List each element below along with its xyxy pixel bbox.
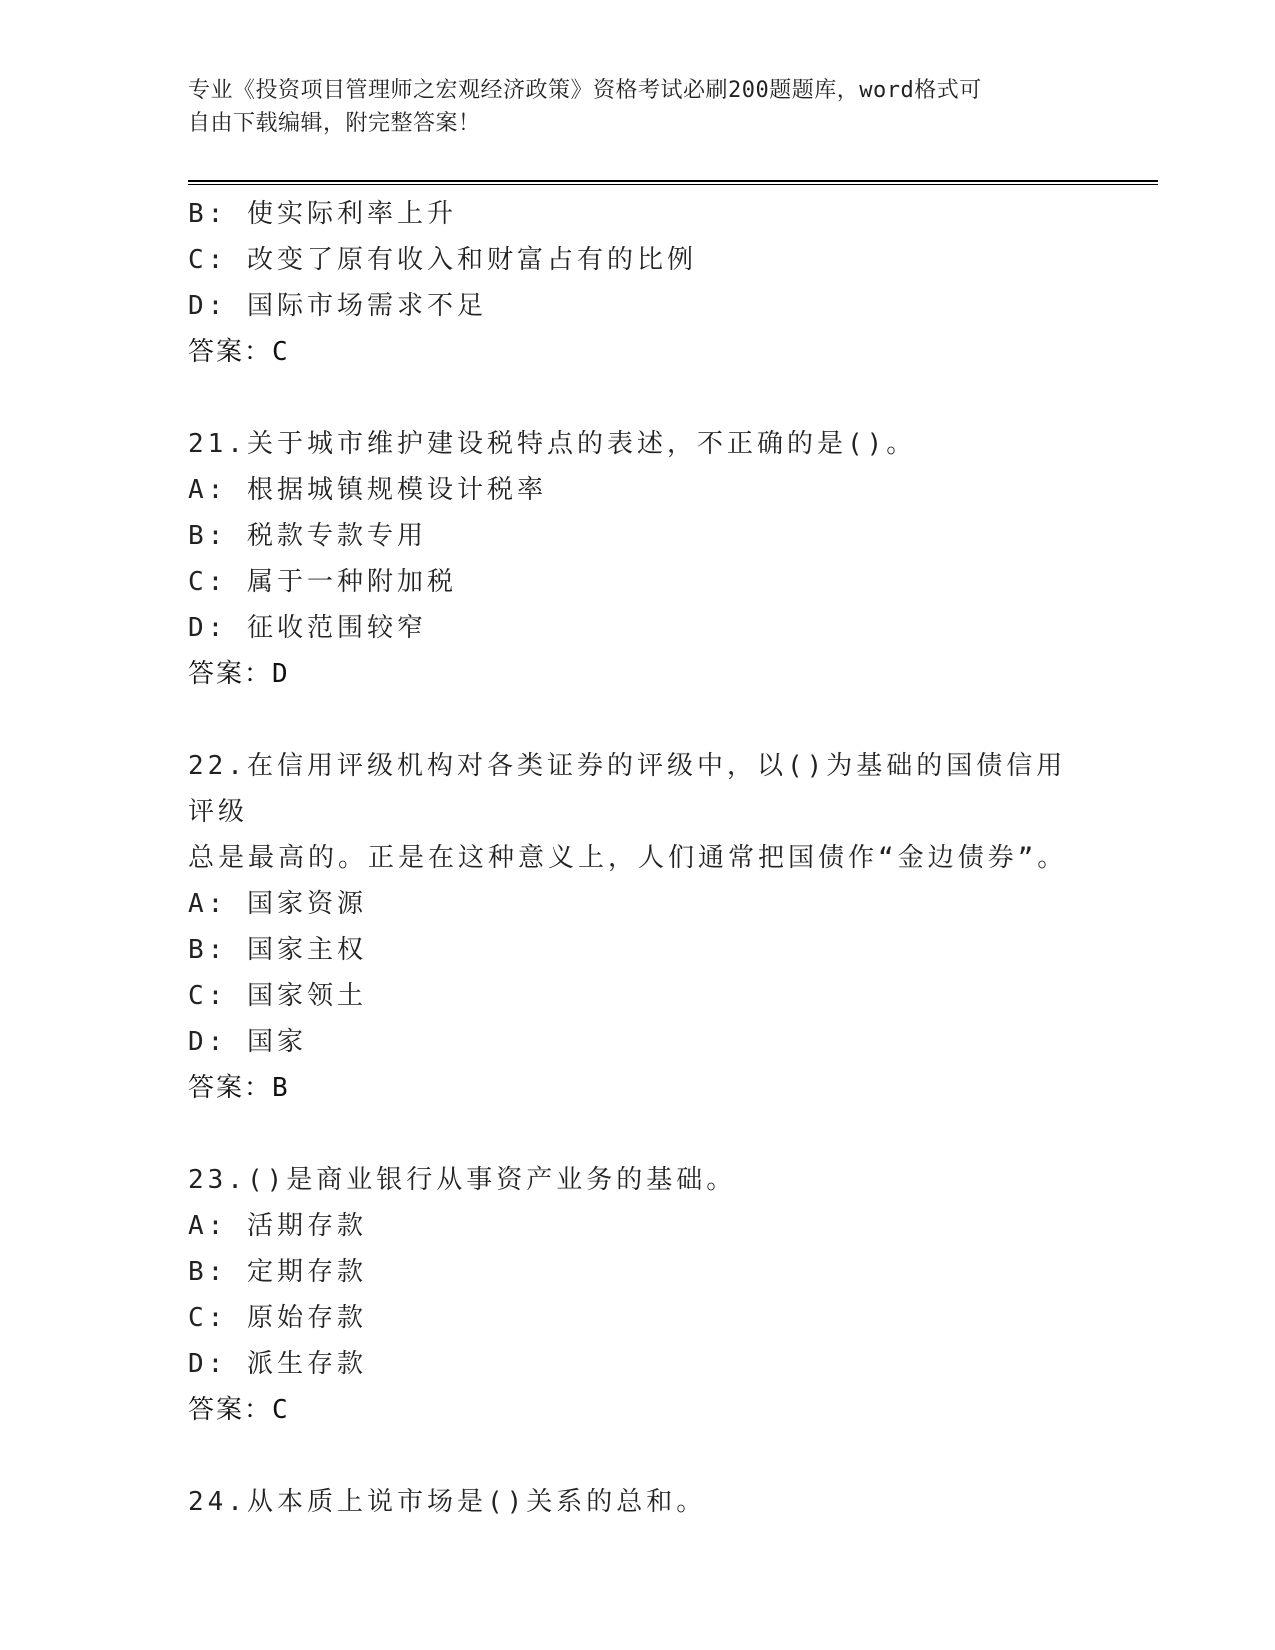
option-d: D: 国家: [188, 1027, 307, 1057]
option-c: C: 原始存款: [188, 1303, 367, 1333]
header-line-2: 自由下载编辑，附完整答案！: [188, 111, 481, 136]
question-block-22: [188, 743, 1088, 1111]
option-b: B: 使实际利率上升: [188, 199, 457, 229]
option-d: D: 征收范围较窄: [188, 613, 427, 643]
answer: 答案：C: [188, 337, 290, 367]
option-b: B: 国家主权: [188, 935, 367, 965]
question-list: [188, 191, 1088, 1525]
spacer: [188, 1111, 1088, 1157]
header-rule-thick: [188, 180, 1158, 182]
answer: 答案：D: [188, 659, 290, 689]
option-a: A: 根据城镇规模设计税率: [188, 475, 547, 505]
option-d: D: 派生存款: [188, 1349, 367, 1379]
question-block-previous: [188, 191, 1088, 375]
question-block-24: [188, 1479, 1088, 1525]
spacer: [188, 697, 1088, 743]
question-text-line-1: 22.在信用评级机构对各类证券的评级中，以()为基础的国债信用评级: [188, 751, 1067, 827]
option-a: A: 活期存款: [188, 1211, 367, 1241]
option-b: B: 税款专款专用: [188, 521, 427, 551]
question-text: 21.关于城市维护建设税特点的表述，不正确的是()。: [188, 429, 917, 459]
option-c: C: 改变了原有收入和财富占有的比例: [188, 245, 697, 275]
document-header: [188, 74, 1088, 140]
question-text-line-2: 总是最高的。正是在这种意义上，人们通常把国债作“金边债券”。: [188, 843, 1068, 873]
question-block-21: [188, 421, 1088, 697]
option-d: D: 国际市场需求不足: [188, 291, 487, 321]
question-block-23: [188, 1157, 1088, 1433]
option-c: C: 国家领土: [188, 981, 367, 1011]
question-text: 23.()是商业银行从事资产业务的基础。: [188, 1165, 737, 1195]
spacer: [188, 375, 1088, 421]
option-c: C: 属于一种附加税: [188, 567, 457, 597]
question-text: 24.从本质上说市场是()关系的总和。: [188, 1487, 707, 1517]
spacer: [188, 1433, 1088, 1479]
header-rule-thin: [188, 184, 1158, 185]
option-a: A: 国家资源: [188, 889, 367, 919]
answer: 答案：C: [188, 1395, 290, 1425]
answer: 答案：B: [188, 1073, 290, 1103]
header-line-1: 专业《投资项目管理师之宏观经济政策》资格考试必刷200题题库，word格式可: [188, 78, 982, 103]
option-b: B: 定期存款: [188, 1257, 367, 1287]
